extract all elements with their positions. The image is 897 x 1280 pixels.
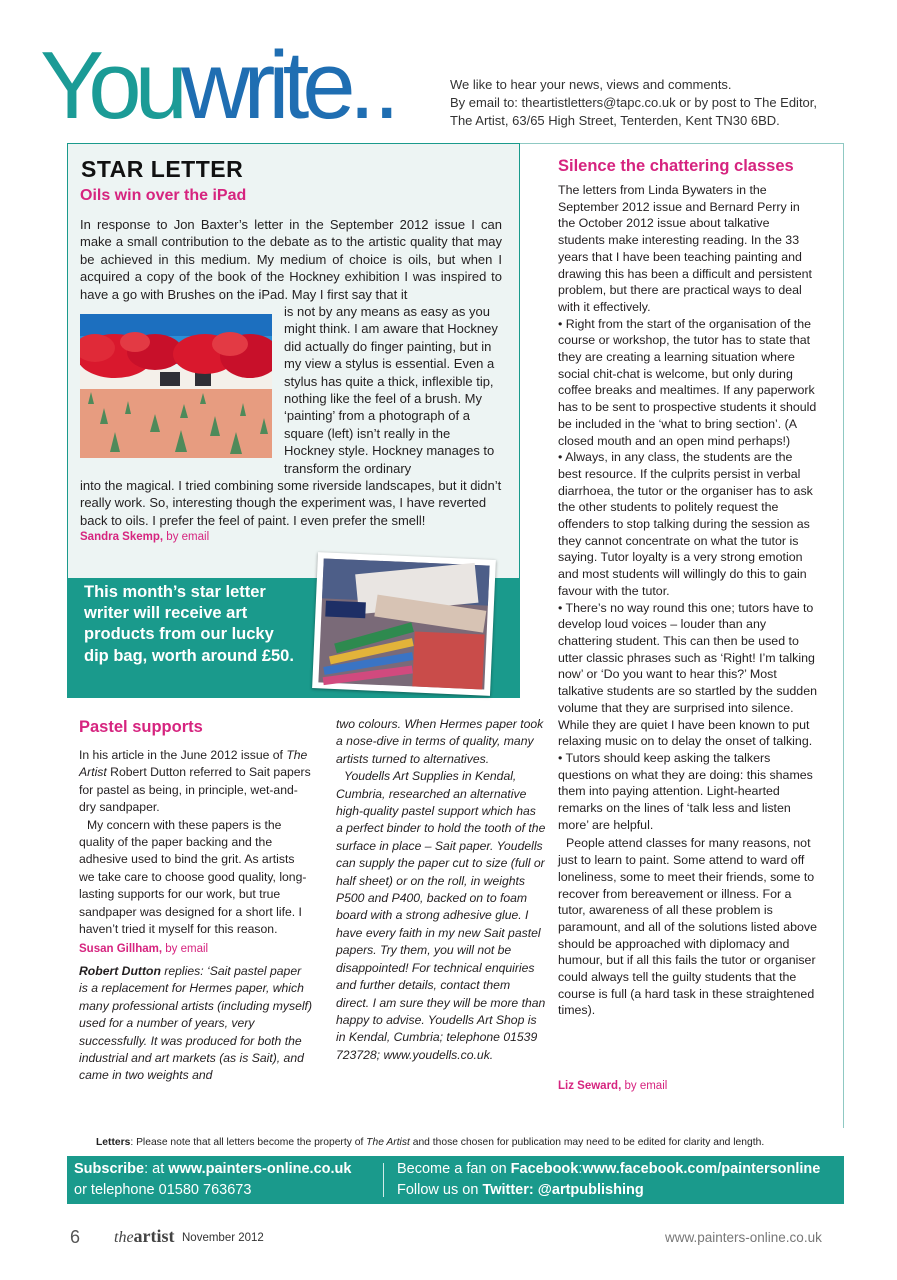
- pastel-letter-column-1: [79, 747, 312, 1085]
- silence-letter-title: Silence the chattering classes: [558, 157, 794, 175]
- art-products-photo: [312, 552, 496, 696]
- silence-letter-signature: Liz Seward, by email: [558, 1080, 668, 1092]
- prize-text: This month’s star letter writer will receive art products from our lucky dip bag, worth around £50.: [84, 583, 294, 665]
- reply-paragraph: two colours. When Hermes paper took a nose-dive in terms of quality, many artists turned to alternatives.: [336, 717, 544, 766]
- silence-paragraph: The letters from Linda Bywaters in the September 2012 issue and Bernard Perry in the October 2012 issue about talkative students make interesting reading. In the 33 years that I have been teaching painting and drawing this has been a difficult and persistent problem, but there are practical ways to deal with it effectively.: [558, 183, 812, 314]
- subscribe-phone: or telephone 01580 763673: [74, 1182, 252, 1198]
- twitter-handle-link[interactable]: : @artpublishing: [528, 1182, 644, 1198]
- reply-paragraph: Robert Dutton replies: ‘Sait pastel paper is a replacement for Hermes paper, which many professional artists (including myself) used for a number of years, very successfully. It was produced for both the industrial and art markets (as is Sait), and came in two weights and: [79, 963, 313, 1083]
- pastel-letter-signature: Susan Gillham, by email: [79, 943, 209, 956]
- star-letter-paragraph: is not by any means as easy as you might think. I am aware that Hockney did actually do finger painting, but in my view a stylus is essential. Even a stylus has quite a thick, inflexible tip, nothing like the feel of a brush. My ‘painting’ from a photograph of a square (left) isn’t really in the Hockney style. Hockney manages to transform the ordinary: [284, 304, 498, 476]
- page-number: 6: [70, 1227, 81, 1247]
- star-letter-paragraph: into the magical. I tried combining some riverside landscapes, but it didn’t really work. So, interesting though the experiment was, I have reverted back to oils. I prefer the feel of paint. I even prefer the smell!: [80, 478, 502, 528]
- silence-bullet: • Right from the start of the organisation of the course or workshop, the tutor has to state that they are creating a learning situation where social chit-chat is welcome, but only during coffee breaks and mealtimes. If any paperwork has to be sent to prospective students it should be included in the ‘what to bring section’. (A closed mouth and an open mind perhaps!): [558, 316, 817, 448]
- star-letter-title: Oils win over the iPad: [80, 187, 247, 204]
- silence-bullet: • Tutors should keep asking the talkers questions on what they are doing: this shames them into paying attention. Light-hearted remarks on the lines of ‘talk less and listen more’ are helpful.: [558, 750, 813, 832]
- the-artist-logo: theartist: [114, 1226, 175, 1246]
- social-info: Become a fan on Facebook:www.facebook.com/paintersonline Follow us on Twitter: @artpublishing: [397, 1161, 821, 1198]
- star-letter-signature: Sandra Skemp, by email: [80, 531, 210, 543]
- column-border-top: [520, 143, 844, 144]
- subscribe-link[interactable]: www.painters-online.co.uk: [168, 1161, 352, 1177]
- subscribe-info: Subscribe: at www.painters-online.co.uk or telephone 01580 763673: [74, 1159, 351, 1201]
- pastel-letter-title: Pastel supports: [79, 718, 203, 736]
- silence-letter-body: [558, 182, 818, 1019]
- masthead-logo: Youwrite..: [40, 32, 399, 139]
- star-letter-heading: STAR LETTER: [81, 156, 244, 182]
- issue-date: November 2012: [182, 1232, 264, 1244]
- pastel-letter-column-2: [336, 716, 546, 1064]
- silence-paragraph: People attend classes for many reasons, not just to learn to paint. Some attend to ward off loneliness, some to meet their friends, some to recover from bereavement or illness. For a tutor, awareness of all these problem is paramount, and all of the solutions listed above should be approached with diplomacy and humour, but if all this fails the tutor or organiser could always tell the guilty students that the course is full (a hard task in these straightened times).: [558, 836, 817, 1018]
- letters-footnote: Letters: Please note that all letters become the property of The Artist and those chosen for publication may need to be edited for clarity and length.: [96, 1137, 765, 1148]
- footer-website-link[interactable]: www.painters-online.co.uk: [665, 1230, 822, 1245]
- column-border: [843, 143, 844, 1128]
- silence-bullet: • Always, in any class, the students are the best resource. If the culprits persist in verbal diarrhoea, the tutor or the organiser has to ask the other students to politely request the offenders to stop talking during the session as they cannot concentrate on what the tutor is saying. Tutor loyalty is a very strong emotion and most students will willingly do this to gain favour with the tutor.: [558, 450, 813, 598]
- intro-text: We like to hear your news, views and comments. By email to: theartistletters@tapc.co.uk or by post to The Editor, The Artist, 63/65 High Street, Tenterden, Kent TN30 6BD.: [450, 77, 818, 128]
- reply-paragraph: Youdells Art Supplies in Kendal, Cumbria, researched an alternative high-quality pastel support which has a perfect binder to hold the tooth of the surface in place – Sait paper. Youdells can supply the paper cut to size (full or half sheet) or on the roll, in weights P500 and P400, backed on to foam board with a strong adhesive glue. I have every faith in my new Sait pastel papers. Try them, you will not be disappointed! For technical enquiries and further details, contact them direct. I am sure they will be more than happy to advise. Youdells Art Shop is in Kendal, Cumbria; telephone 01539 723728; www.youdells.co.uk.: [336, 769, 546, 1062]
- facebook-link[interactable]: www.facebook.com/paintersonline: [582, 1161, 821, 1177]
- pastel-paragraph: My concern with these papers is the quality of the paper backing and the adhesive used to bind the grit. As artists we take care to choose good quality, long-lasting supports for our work, but true sandpaper was designed for a short life. I haven’t tried it myself for this reason.: [79, 817, 307, 937]
- bougainvillea-painting-image: [80, 314, 272, 458]
- pastel-paragraph: In his article in the June 2012 issue of The Artist Robert Dutton referred to Sait papers for pastel as being, in principle, wet-and-dry sandpaper.: [79, 748, 311, 815]
- star-letter-paragraph: In response to Jon Baxter’s letter in the September 2012 issue I can make a small contribution to the debate as to the artistic quality that may be achieved in this medium. My medium of choice is oils, but when I acquired a copy of the book of the Hockney exhibition I was inspired to have a go with Brushes on the iPad. May I first say that it: [80, 217, 502, 302]
- divider: [383, 1163, 384, 1197]
- silence-bullet: • There’s no way round this one; tutors have to develop loud voices – louder than any chattering student. This can then be used to utter classic phrases such as ‘Right! I’m talking now’ or ‘Do you want to hear this?’ Most talkative students are so startled by the sudden volume that they are surprised into silence. While they are quiet I have been known to put relaxing music on to delay the onset of talking.: [558, 600, 817, 749]
